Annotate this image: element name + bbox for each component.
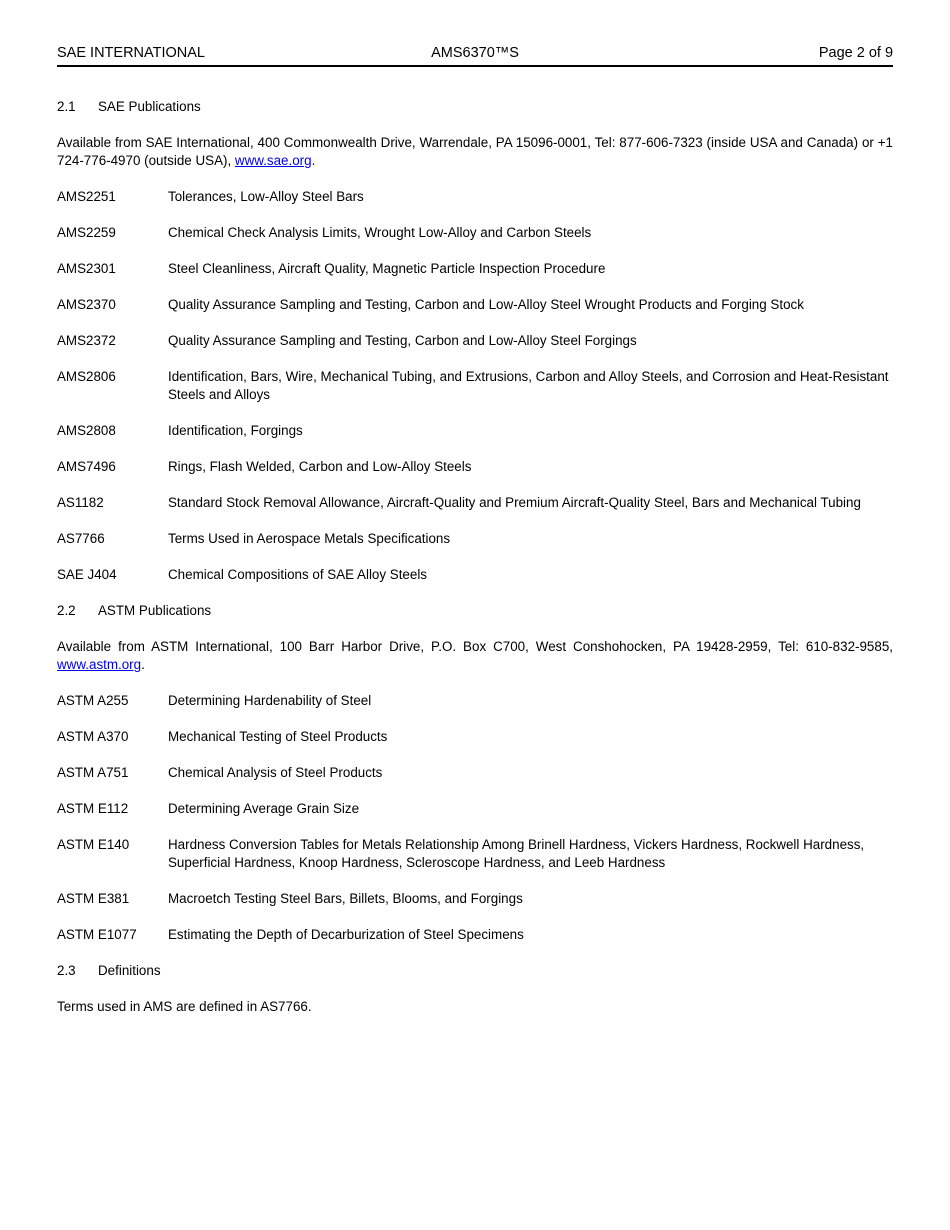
section-heading-sae-publications	[57, 98, 893, 116]
section-heading-definitions	[57, 962, 893, 980]
header-organization: SAE INTERNATIONAL	[57, 45, 205, 61]
publication-title: Determining Average Grain Size	[168, 801, 360, 816]
publication-title: Steel Cleanliness, Aircraft Quality, Magnetic Particle Inspection Procedure	[168, 261, 606, 276]
publication-code: ASTM E1077	[57, 927, 137, 942]
publication-code: AS1182	[57, 495, 104, 510]
section-number: 2.2	[57, 603, 76, 618]
publication-title: Estimating the Depth of Decarburization of Steel Specimens	[168, 927, 524, 942]
publication-row	[57, 800, 893, 818]
publication-row	[57, 566, 893, 584]
astm-availability-paragraph	[57, 638, 893, 674]
publication-title: Macroetch Testing Steel Bars, Billets, Blooms, and Forgings	[168, 891, 523, 906]
publication-row	[57, 728, 893, 746]
header-page-number: Page 2 of 9	[818, 45, 894, 61]
publication-title: Standard Stock Removal Allowance, Aircraft-Quality and Premium Aircraft-Quality Steel, Bars and Mechanical Tubing	[168, 495, 861, 510]
publication-title: Identification, Forgings	[168, 423, 303, 438]
publication-title: Identification, Bars, Wire, Mechanical Tubing, and Extrusions, Carbon and Alloy Steels, and Corrosion and Heat-Resistant Steels and Alloys	[168, 369, 889, 402]
section-title: ASTM Publications	[98, 603, 212, 618]
publication-code: AMS2259	[57, 225, 116, 240]
paragraph-text: Available from ASTM International, 100 Barr Harbor Drive, P.O. Box C700, West Conshohocken, PA 19428-2959, Tel: 610-832-9585,	[57, 639, 893, 654]
publication-title: Quality Assurance Sampling and Testing, Carbon and Low-Alloy Steel Forgings	[168, 333, 637, 348]
section-number: 2.1	[57, 99, 76, 114]
publication-code: AMS2301	[57, 261, 116, 276]
publication-code: AMS7496	[57, 459, 116, 474]
sae-publications-list	[57, 188, 893, 584]
publication-title: Quality Assurance Sampling and Testing, Carbon and Low-Alloy Steel Wrought Products and Forging Stock	[168, 297, 804, 312]
page-header	[57, 45, 893, 67]
publication-code: ASTM A255	[57, 693, 129, 708]
header-doc-number: AMS6370™S	[431, 45, 519, 61]
definitions-paragraph: Terms used in AMS are defined in AS7766.	[57, 999, 312, 1014]
publication-title: Hardness Conversion Tables for Metals Relationship Among Brinell Hardness, Vickers Hardness, Rockwell Hardness, Superficial Hardness, Knoop Hardness, Scleroscope Hardness, and Leeb Hardness	[168, 837, 865, 870]
publication-row	[57, 890, 893, 908]
publication-row	[57, 260, 893, 278]
publication-row	[57, 422, 893, 440]
astm-publications-list	[57, 692, 893, 944]
publication-row	[57, 530, 893, 548]
publication-title: Chemical Analysis of Steel Products	[168, 765, 383, 780]
publication-row	[57, 296, 893, 314]
publication-row	[57, 458, 893, 476]
publication-code: AMS2251	[57, 189, 116, 204]
publication-row	[57, 368, 893, 404]
publication-row	[57, 494, 893, 512]
publication-title: Rings, Flash Welded, Carbon and Low-Alloy Steels	[168, 459, 472, 474]
publication-code: AS7766	[57, 531, 105, 546]
paragraph-text: Available from SAE International, 400 Commonwealth Drive, Warrendale, PA 15096-0001, Tel: 877-606-7323 (inside USA and Canada) or +1 724-776-4970 (outside USA),	[57, 135, 893, 168]
publication-row	[57, 764, 893, 782]
publication-code: AMS2370	[57, 297, 116, 312]
document-body	[57, 98, 893, 1016]
publication-code: AMS2372	[57, 333, 116, 348]
publication-title: Chemical Compositions of SAE Alloy Steels	[168, 567, 427, 582]
publication-code: SAE J404	[57, 567, 117, 582]
publication-title: Determining Hardenability of Steel	[168, 693, 372, 708]
publication-title: Chemical Check Analysis Limits, Wrought Low-Alloy and Carbon Steels	[168, 225, 592, 240]
sae-website-link[interactable]: www.sae.org	[234, 153, 312, 168]
publication-row	[57, 224, 893, 242]
publication-code: ASTM A370	[57, 729, 129, 744]
publication-row	[57, 332, 893, 350]
publication-row	[57, 692, 893, 710]
astm-website-link[interactable]: www.astm.org	[57, 657, 142, 672]
publication-title: Terms Used in Aerospace Metals Specifications	[168, 531, 451, 546]
section-title: Definitions	[98, 963, 161, 978]
paragraph-text: .	[141, 657, 145, 672]
paragraph-text: .	[311, 153, 316, 168]
publication-row	[57, 188, 893, 206]
sae-availability-paragraph	[57, 134, 893, 170]
publication-code: ASTM E140	[57, 837, 130, 852]
publication-code: ASTM E112	[57, 801, 129, 816]
section-title: SAE Publications	[98, 99, 201, 114]
publication-code: ASTM A751	[57, 765, 129, 780]
publication-title: Tolerances, Low-Alloy Steel Bars	[168, 189, 364, 204]
publication-title: Mechanical Testing of Steel Products	[168, 729, 388, 744]
publication-row	[57, 926, 893, 944]
publication-code: ASTM E381	[57, 891, 130, 906]
section-number: 2.3	[57, 963, 76, 978]
publication-code: AMS2806	[57, 369, 116, 384]
publication-code: AMS2808	[57, 423, 116, 438]
publication-row	[57, 836, 893, 872]
section-heading-astm-publications	[57, 602, 893, 620]
